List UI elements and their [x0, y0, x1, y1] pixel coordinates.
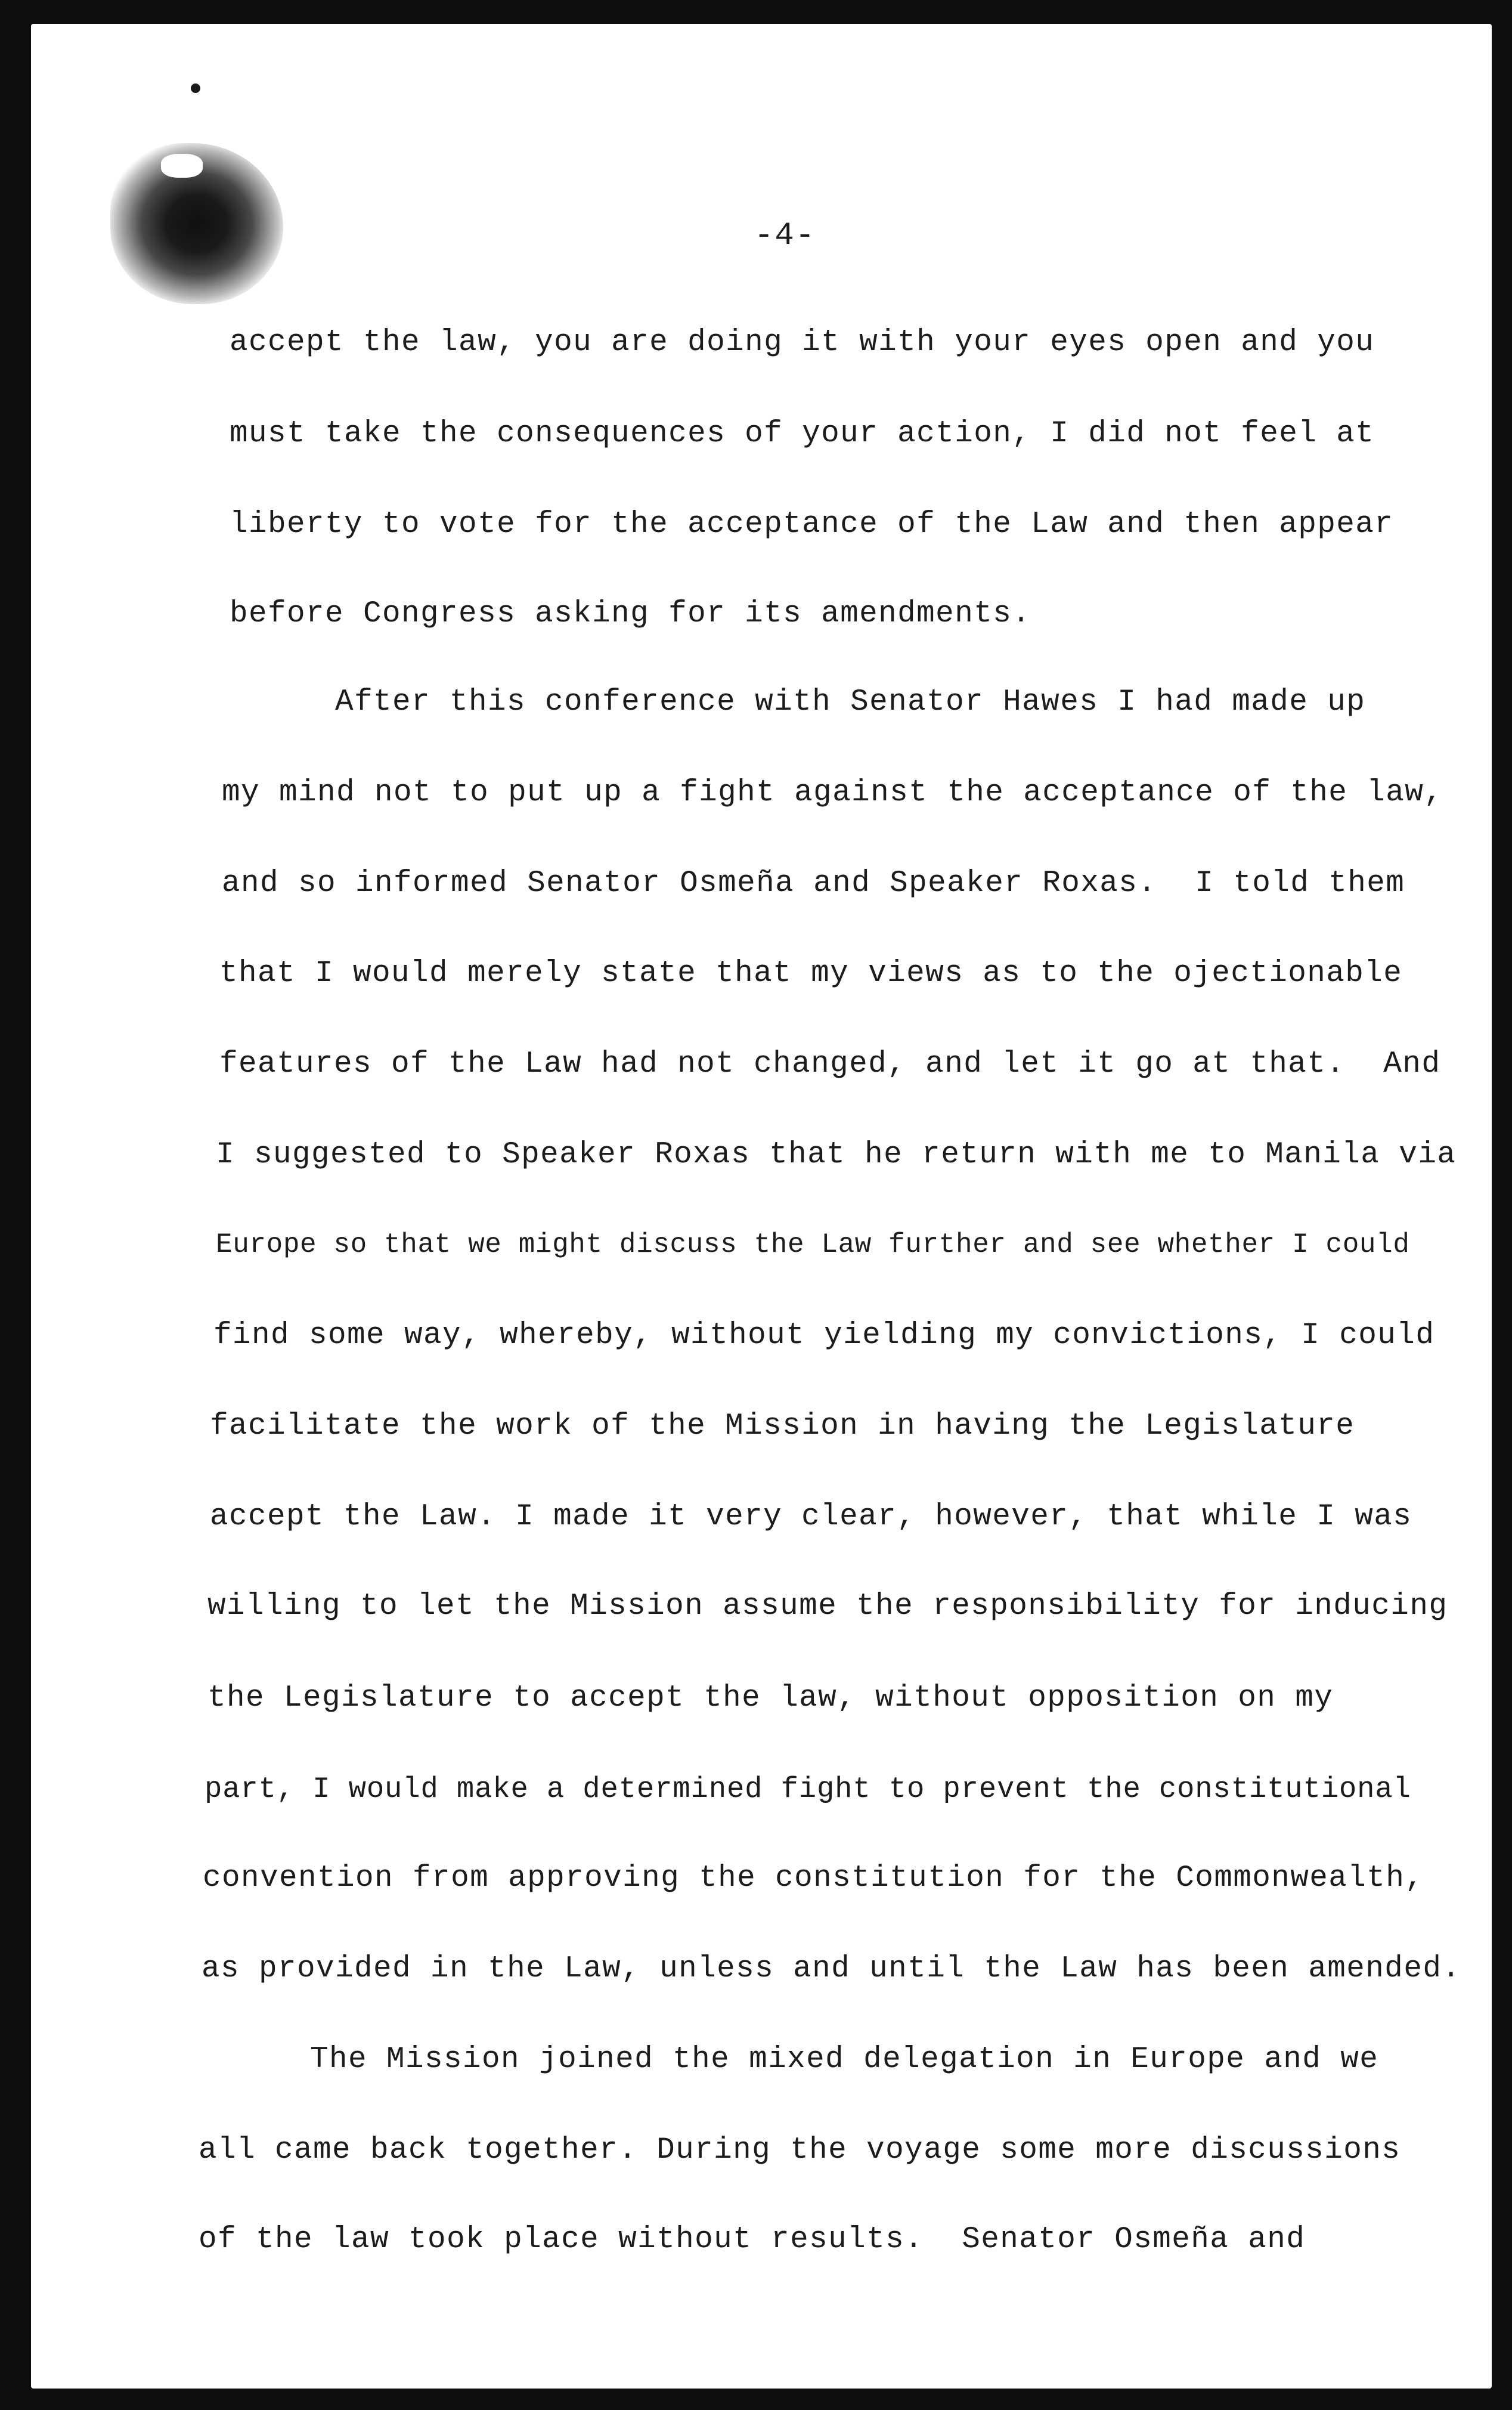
text-line: must take the consequences of your action, I did not feel at [230, 417, 1375, 451]
text-line: the Legislature to accept the law, without opposition on my [207, 1681, 1334, 1715]
text-line: before Congress asking for its amendments. [230, 597, 1031, 631]
blot-highlight [161, 154, 203, 178]
text-line: all came back together. During the voyage some more discussions [199, 2133, 1401, 2167]
text-line: willing to let the Mission assume the responsibility for inducing [207, 1589, 1448, 1623]
text-line: find some way, whereby, without yielding my convictions, I could [213, 1319, 1435, 1353]
text-line: After this conference with Senator Hawes I had made up [335, 685, 1366, 719]
ink-dot [191, 83, 200, 93]
page-number: -4- [754, 218, 816, 254]
text-line: that I would merely state that my views as to the ojectionable [219, 957, 1403, 991]
text-line: my mind not to put up a fight against the acceptance of the law, [222, 776, 1443, 810]
text-line: facilitate the work of the Mission in having the Legislature [210, 1409, 1355, 1443]
document-page [31, 24, 1492, 2389]
text-line: accept the Law. I made it very clear, however, that while I was [210, 1500, 1412, 1534]
text-line: and so informed Senator Osmeña and Speaker Roxas. I told them [222, 867, 1405, 901]
text-line: part, I would make a determined fight to prevent the constitutional [205, 1772, 1411, 1806]
text-line: convention from approving the constitution for the Commonwealth, [203, 1861, 1424, 1895]
text-line: as provided in the Law, unless and until the Law has been amended. [202, 1952, 1461, 1986]
text-line: of the law took place without results. Senator Osmeña and [199, 2223, 1306, 2257]
text-line: The Mission joined the mixed delegation in Europe and we [310, 2043, 1379, 2077]
text-line: I suggested to Speaker Roxas that he return with me to Manila via [216, 1138, 1457, 1172]
text-line: Europe so that we might discuss the Law further and see whether I could [216, 1229, 1410, 1260]
text-line: liberty to vote for the acceptance of the Law and then appear [230, 508, 1394, 542]
text-line: features of the Law had not changed, and let it go at that. And [219, 1047, 1441, 1081]
text-line: accept the law, you are doing it with your eyes open and you [230, 326, 1375, 360]
page-edge-mark [1502, 1682, 1512, 1718]
